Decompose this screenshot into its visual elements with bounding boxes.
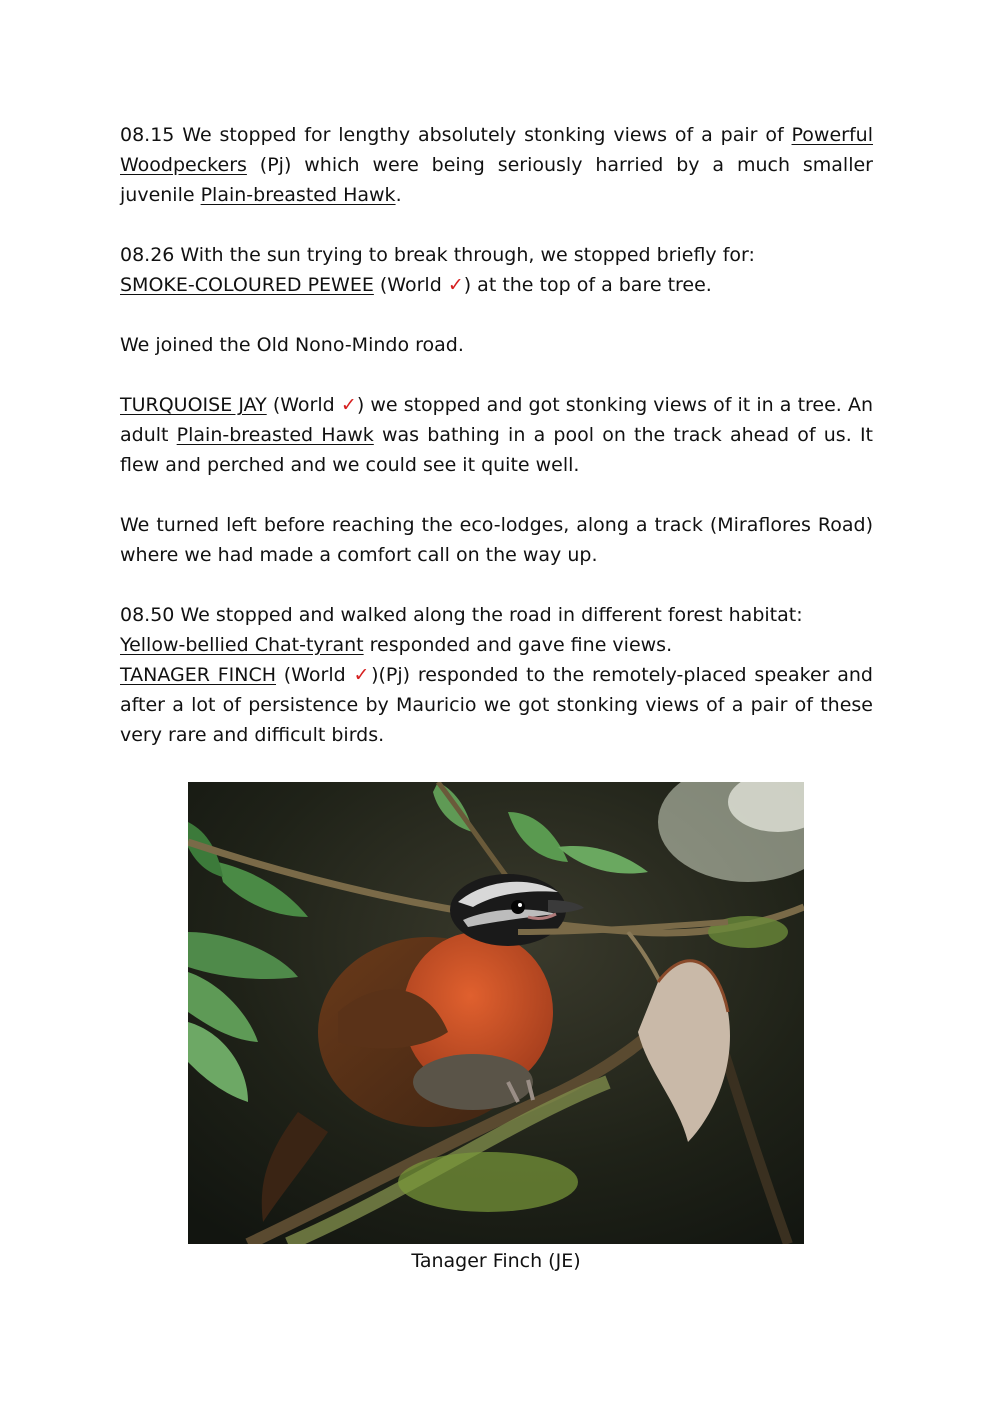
world-tick-icon: ✓ <box>340 394 357 416</box>
paragraph-text: responded and gave fine views. <box>363 634 673 656</box>
species-plain-breasted-hawk: Plain-breasted Hawk <box>200 184 396 206</box>
photo-caption: Tanager Finch (JE) <box>411 1250 581 1272</box>
world-tick-icon: ✓ <box>353 664 372 686</box>
species-plain-breasted-hawk: Plain-breasted Hawk <box>176 424 374 446</box>
species-turquoise-jay: TURQUOISE JAY <box>120 394 267 416</box>
document-body <box>120 120 873 750</box>
paragraph-text: was bathing in a pool on the track ahead of us. It flew and perched and we could see it quite well. <box>120 424 873 476</box>
paragraph-text: (World <box>266 394 341 416</box>
paragraph-text: 08.15 We stopped for lengthy absolutely stonking views of a pair of <box>120 124 792 146</box>
paragraph-smoke-coloured-pewee <box>120 240 873 300</box>
paragraph-miraflores-road: We turned left before reaching the eco-lodges, along a track (Miraflores Road) where we had made a comfort call on the way up. <box>120 514 873 566</box>
paragraph-text: (World <box>373 274 448 296</box>
paragraph-text: (Pj) which were being seriously harried by a much smaller juvenile <box>120 154 873 206</box>
tanager-finch-photo <box>188 782 804 1244</box>
paragraph-text: 08.50 We stopped and walked along the road in different forest habitat: <box>120 604 803 626</box>
paragraph-text: (World <box>276 664 354 686</box>
paragraph-text: )(Pj) responded to the remotely-placed speaker and after a lot of persistence by Mauricio we got stonking views of a pair of these very rare and difficult birds. <box>120 664 873 746</box>
paragraph-text: ) we stopped and got stonking views of it in a tree. An adult <box>120 394 873 446</box>
species-yellow-bellied-chat-tyrant: Yellow-bellied Chat-tyrant <box>120 634 364 656</box>
paragraph-nono-mindo-road: We joined the Old Nono-Mindo road. <box>120 334 464 356</box>
paragraph-tanager-finch <box>120 600 873 750</box>
species-powerful-woodpeckers: Powerful Woodpeckers <box>120 124 873 176</box>
paragraph-text: ) at the top of a bare tree. <box>463 274 712 296</box>
species-tanager-finch: TANAGER FINCH <box>120 664 277 686</box>
species-smoke-coloured-pewee: SMOKE-COLOURED PEWEE <box>120 274 374 296</box>
paragraph-powerful-woodpeckers <box>120 120 873 210</box>
paragraph-text: . <box>395 184 402 206</box>
paragraph-text: 08.26 With the sun trying to break through, we stopped briefly for: <box>120 244 755 266</box>
paragraph-turquoise-jay <box>120 390 873 480</box>
world-tick-icon: ✓ <box>447 274 464 296</box>
